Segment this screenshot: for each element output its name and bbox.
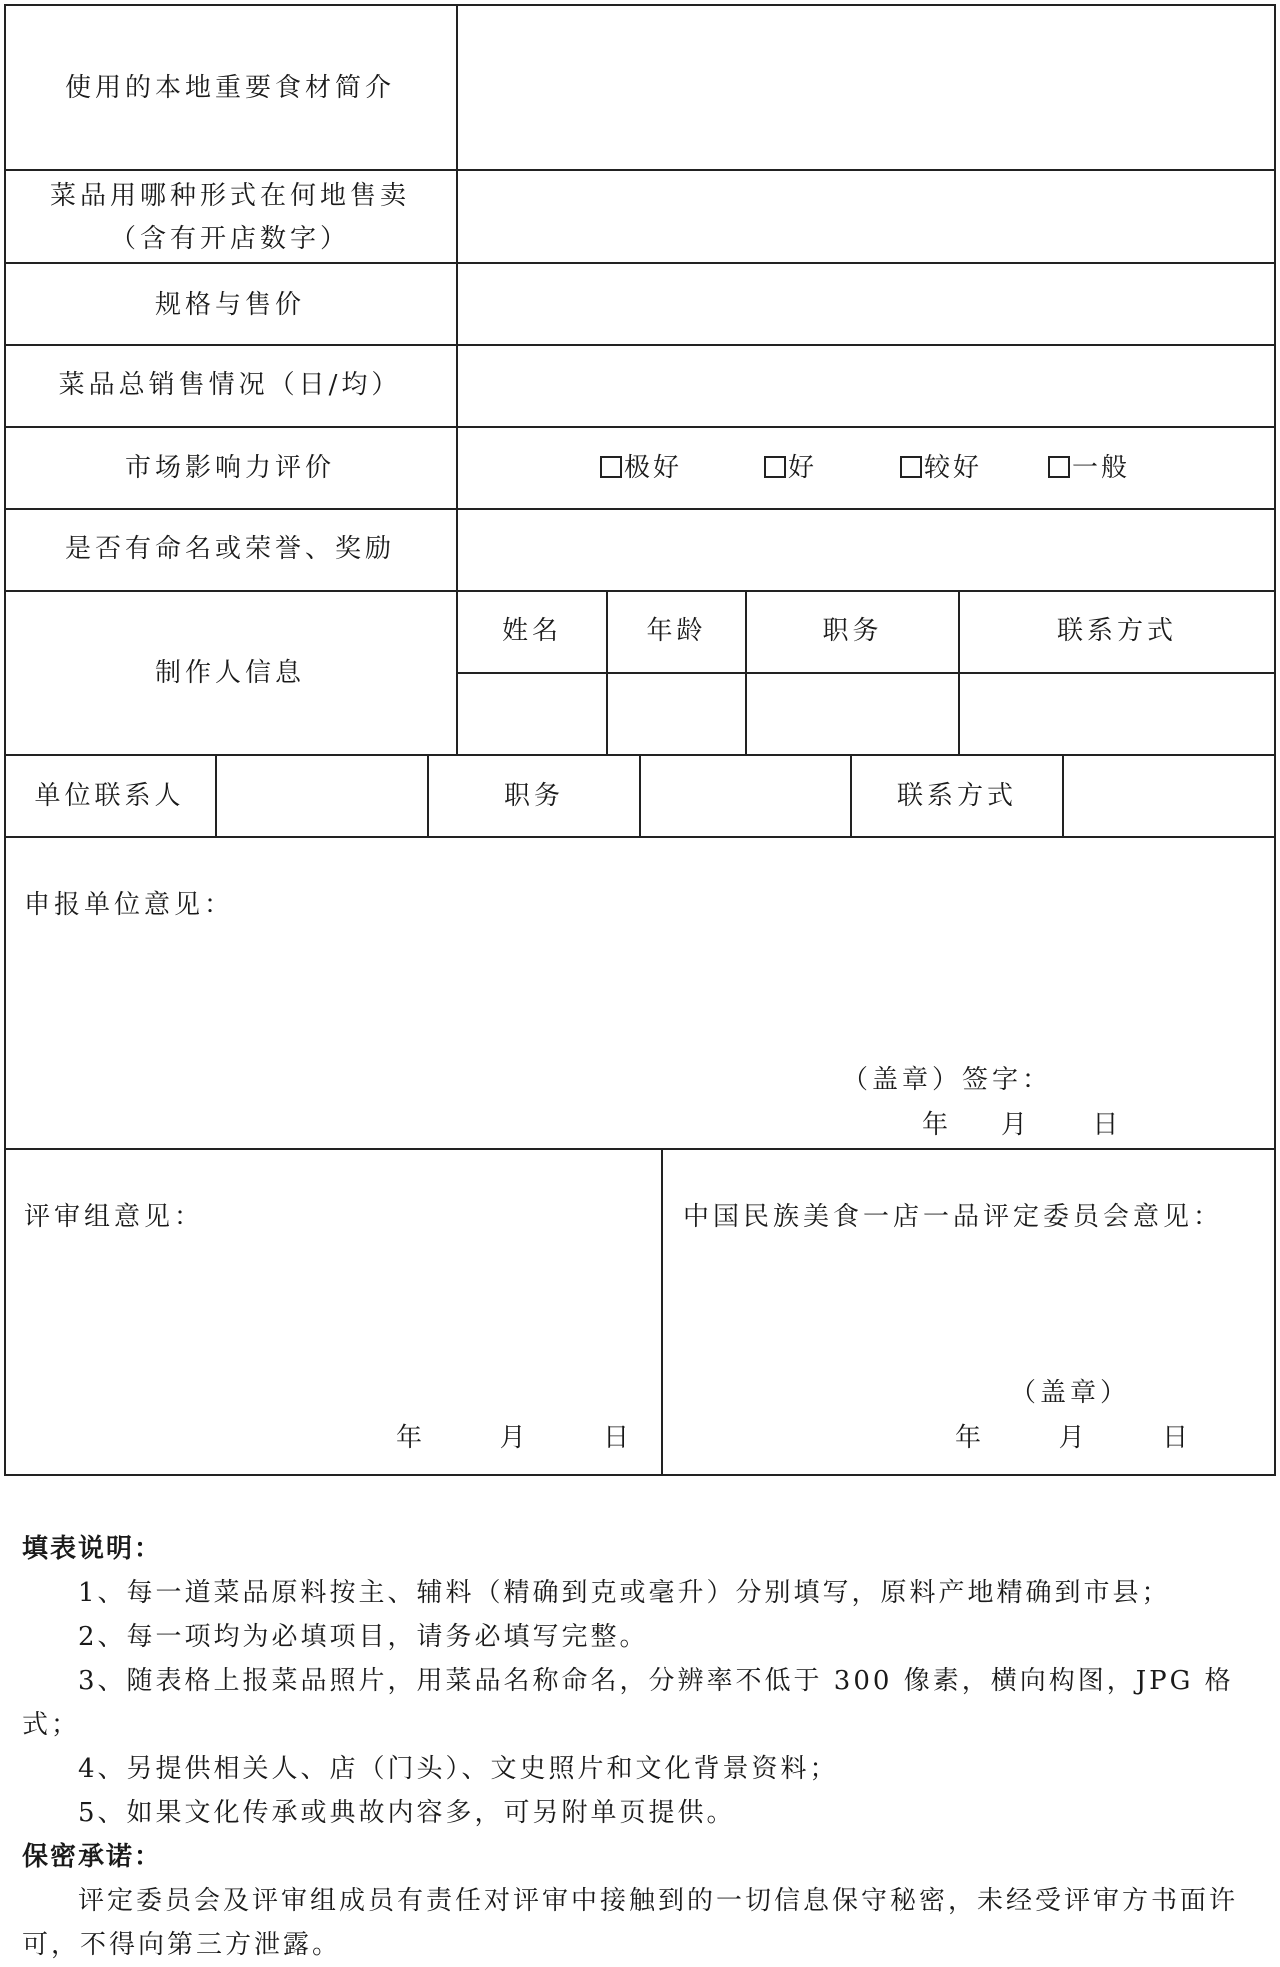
maker-name-field[interactable] <box>460 676 604 752</box>
option-label: 极好 <box>624 453 683 483</box>
column-divider <box>1062 754 1064 836</box>
review-group-label: 评审组意见： <box>24 1202 205 1232</box>
unit-phone-field[interactable] <box>1066 758 1272 834</box>
maker-contact-field[interactable] <box>962 676 1272 752</box>
maker-age-field[interactable] <box>610 676 743 752</box>
unit-position-label: 职务 <box>503 781 564 811</box>
option-label: 一般 <box>1072 453 1131 483</box>
spec-price-label: 规格与售价 <box>154 290 305 320</box>
instruction-item: 5、如果文化传承或典故内容多，可另附单页提供。 <box>78 1798 736 1828</box>
sales-form-field[interactable] <box>460 173 1272 260</box>
review-group-date: 年 月 日 <box>396 1423 634 1453</box>
row-divider <box>4 590 1276 592</box>
ingredients-field[interactable] <box>460 8 1272 167</box>
unit-position-field[interactable] <box>643 758 848 834</box>
checkbox-icon[interactable] <box>1048 456 1070 478</box>
table-border-right <box>1274 4 1276 1476</box>
honors-label: 是否有命名或荣誉、奖励 <box>64 534 395 564</box>
unit-contact-label: 单位联系人 <box>34 781 185 811</box>
applicant-date: 年 月 日 <box>922 1110 1123 1140</box>
sales-form-label: 菜品用哪种形式在何地售卖 <box>49 181 410 211</box>
total-sales-field[interactable] <box>460 348 1272 424</box>
option-fairly-good[interactable] <box>900 455 982 481</box>
row-divider <box>4 836 1276 838</box>
option-good[interactable] <box>764 455 817 481</box>
confidentiality-heading: 保密承诺： <box>22 1842 163 1872</box>
checkbox-icon[interactable] <box>900 456 922 478</box>
option-label: 好 <box>788 453 818 483</box>
instruction-item: 4、另提供相关人、店（门头）、文史照片和文化背景资料； <box>78 1754 839 1784</box>
row-divider <box>4 262 1276 264</box>
column-divider <box>745 590 747 756</box>
sales-form-sublabel: （含有开店数字） <box>109 224 350 254</box>
row-divider <box>458 672 1276 674</box>
option-label: 较好 <box>924 453 983 483</box>
option-excellent[interactable] <box>600 455 682 481</box>
column-divider <box>661 1148 663 1476</box>
column-divider <box>958 590 960 756</box>
unit-phone-label: 联系方式 <box>896 781 1017 811</box>
applicant-opinion-field[interactable] <box>8 840 1272 1146</box>
committee-seal: （盖章） <box>1010 1378 1131 1408</box>
market-influence-label: 市场影响力评价 <box>124 453 335 483</box>
ingredients-label: 使用的本地重要食材简介 <box>64 73 395 103</box>
checkbox-icon[interactable] <box>600 456 622 478</box>
instruction-item: 1、每一道菜品原料按主、辅料（精确到克或毫升）分别填写，原料产地精确到市县； <box>78 1578 1171 1608</box>
maker-age-header: 年龄 <box>646 616 707 646</box>
row-divider <box>4 508 1276 510</box>
maker-position-field[interactable] <box>749 676 956 752</box>
applicant-opinion-label: 申报单位意见： <box>24 890 235 920</box>
maker-info-label: 制作人信息 <box>154 658 305 688</box>
row-divider <box>4 344 1276 346</box>
row-divider <box>4 169 1276 171</box>
form-notes <box>22 1527 1262 1967</box>
total-sales-label: 菜品总销售情况（日/均） <box>58 370 402 400</box>
column-divider <box>606 590 608 756</box>
option-average[interactable] <box>1048 455 1130 481</box>
applicant-seal-sign: （盖章）签字： <box>842 1065 1053 1095</box>
column-divider <box>215 754 217 836</box>
committee-date: 年 月 日 <box>955 1423 1193 1453</box>
maker-position-header: 职务 <box>822 616 883 646</box>
row-divider <box>4 426 1276 428</box>
instruction-item: 2、每一项均为必填项目，请务必填写完整。 <box>78 1622 649 1652</box>
maker-contact-header: 联系方式 <box>1056 616 1177 646</box>
committee-label: 中国民族美食一店一品评定委员会意见： <box>683 1202 1224 1232</box>
spec-price-field[interactable] <box>460 266 1272 342</box>
checkbox-icon[interactable] <box>764 456 786 478</box>
unit-contact-field[interactable] <box>219 758 425 834</box>
confidentiality-text: 评定委员会及评审组成员有责任对评审中接触到的一切信息保守秘密，未经受评审方书面许可，不得向第三方泄露。 <box>22 1886 1239 1960</box>
table-border-bottom <box>4 1474 1276 1476</box>
column-divider <box>639 754 641 836</box>
table-border-top <box>4 4 1276 6</box>
instruction-item: 3、随表格上报菜品照片，用菜品名称命名，分辨率不低于 300 像素，横向构图，JPG 格式； <box>22 1666 1234 1740</box>
instructions-heading: 填表说明： <box>22 1534 163 1564</box>
maker-name-header: 姓名 <box>501 616 562 646</box>
table-border-left <box>4 4 6 1476</box>
row-divider <box>4 1148 1276 1150</box>
honors-field[interactable] <box>460 512 1272 588</box>
